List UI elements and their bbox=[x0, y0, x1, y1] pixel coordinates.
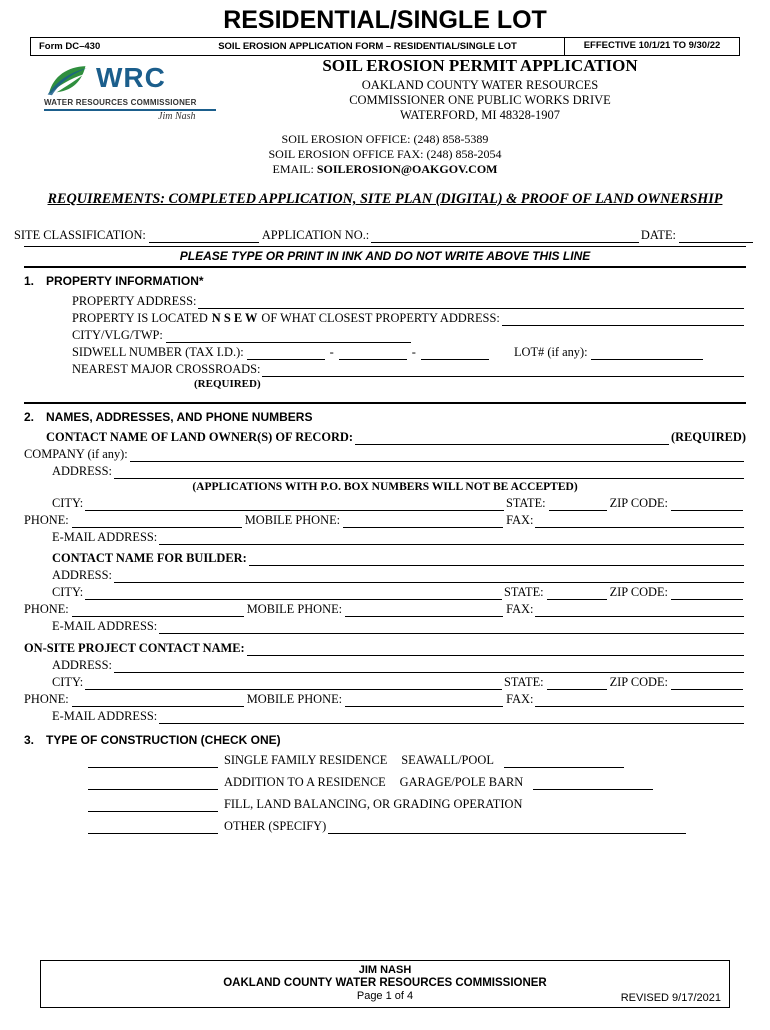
commissioner-signature: Jim Nash bbox=[158, 111, 196, 122]
section-3-title bbox=[24, 733, 746, 747]
builder-city-label: CITY: bbox=[52, 585, 84, 599]
footer-page-number: Page 1 of 4 bbox=[356, 990, 414, 1002]
owner-email-row bbox=[24, 530, 746, 545]
lot-input[interactable] bbox=[591, 347, 703, 360]
owner-contact-required: (REQUIRED) bbox=[670, 430, 746, 444]
page-title: RESIDENTIAL/SINGLE LOT bbox=[223, 6, 547, 34]
builder-fax-label: FAX: bbox=[506, 602, 534, 616]
application-title: SOIL EROSION PERMIT APPLICATION bbox=[322, 56, 638, 75]
owner-state-input[interactable] bbox=[549, 498, 607, 511]
form-bar-title: SOIL EROSION APPLICATION FORM – RESIDENTIAL/SINGLE LOT bbox=[218, 41, 517, 52]
onsite-mobile-input[interactable] bbox=[345, 694, 503, 707]
city-vlg-twp-label: CITY/VLG/TWP: bbox=[72, 328, 163, 342]
located-suffix-label: OF WHAT CLOSEST PROPERTY ADDRESS: bbox=[261, 311, 500, 325]
owner-email-input[interactable] bbox=[159, 532, 744, 545]
construction-option-row-1 bbox=[24, 753, 746, 768]
construction-label-3: FILL, LAND BALANCING, OR GRADING OPERATION bbox=[224, 797, 523, 811]
builder-email-label: E-MAIL ADDRESS: bbox=[52, 619, 158, 633]
sidwell-label: SIDWELL NUMBER (TAX I.D.): bbox=[72, 345, 244, 359]
owner-phone-label: PHONE: bbox=[24, 513, 69, 527]
construction-label-4: OTHER (SPECIFY) bbox=[224, 819, 327, 833]
company-label: COMPANY (if any): bbox=[24, 447, 128, 461]
form-number: Form DC–430 bbox=[39, 41, 101, 52]
onsite-contact-label: ON-SITE PROJECT CONTACT NAME: bbox=[24, 641, 245, 655]
date-label: DATE: bbox=[640, 228, 676, 242]
section-1-title bbox=[24, 274, 746, 288]
leaf-icon bbox=[46, 64, 90, 96]
builder-state-input[interactable] bbox=[547, 587, 607, 600]
builder-city-row bbox=[24, 585, 746, 600]
sidwell-part-3[interactable] bbox=[421, 347, 489, 360]
office-email-row bbox=[0, 162, 770, 177]
sidwell-part-2[interactable] bbox=[339, 347, 407, 360]
document-page bbox=[0, 6, 770, 1030]
onsite-email-label: E-MAIL ADDRESS: bbox=[52, 709, 158, 723]
builder-state-label: STATE: bbox=[503, 585, 544, 599]
company-input[interactable] bbox=[130, 449, 744, 462]
builder-phone-label: PHONE: bbox=[24, 602, 69, 616]
onsite-contact-row bbox=[24, 641, 746, 656]
builder-mobile-label: MOBILE PHONE: bbox=[246, 602, 343, 616]
construction-checkbox-2[interactable] bbox=[88, 777, 218, 790]
builder-zip-input[interactable] bbox=[671, 587, 743, 600]
direction-options[interactable]: N S E W bbox=[211, 311, 258, 325]
construction-checkbox-1b[interactable] bbox=[504, 755, 624, 768]
onsite-phone-input[interactable] bbox=[72, 694, 244, 707]
closest-property-address-input[interactable] bbox=[502, 313, 744, 326]
builder-phone-input[interactable] bbox=[72, 604, 244, 617]
owner-zip-label: ZIP CODE: bbox=[609, 496, 668, 510]
builder-address-label: ADDRESS: bbox=[52, 568, 112, 582]
footer-office: OAKLAND COUNTY WATER RESOURCES COMMISSIONER bbox=[223, 977, 547, 989]
onsite-zip-input[interactable] bbox=[671, 677, 743, 690]
owner-zip-input[interactable] bbox=[671, 498, 743, 511]
office-fax: SOIL EROSION OFFICE FAX: (248) 858-2054 bbox=[268, 147, 502, 161]
onsite-email-input[interactable] bbox=[159, 711, 744, 724]
builder-phone-row bbox=[24, 602, 746, 617]
crossroads-input[interactable] bbox=[262, 364, 744, 377]
owner-address-row bbox=[24, 464, 746, 479]
builder-contact-input[interactable] bbox=[249, 553, 744, 566]
owner-city-input[interactable] bbox=[85, 498, 504, 511]
footer-revised: REVISED 9/17/2021 bbox=[620, 992, 721, 1004]
divider-top bbox=[24, 246, 746, 247]
owner-address-input[interactable] bbox=[114, 466, 744, 479]
application-no-label: APPLICATION NO.: bbox=[261, 228, 370, 242]
agency-line-2: COMMISSIONER ONE PUBLIC WORKS DRIVE bbox=[349, 93, 611, 107]
onsite-fax-input[interactable] bbox=[535, 694, 744, 707]
section-2-label: NAMES, ADDRESSES, AND PHONE NUMBERS bbox=[46, 410, 313, 424]
property-located-row bbox=[24, 311, 746, 326]
application-no-input[interactable] bbox=[371, 230, 639, 243]
construction-other-input[interactable] bbox=[328, 821, 686, 834]
section-2-divider bbox=[24, 402, 746, 408]
city-vlg-twp-row bbox=[24, 328, 746, 343]
owner-email-label: E-MAIL ADDRESS: bbox=[52, 530, 158, 544]
section-1-label: PROPERTY INFORMATION* bbox=[46, 274, 204, 288]
onsite-email-row bbox=[24, 709, 746, 724]
builder-fax-input[interactable] bbox=[535, 604, 744, 617]
builder-email-row bbox=[24, 619, 746, 634]
contact-block bbox=[0, 132, 770, 177]
section-3-label: TYPE OF CONSTRUCTION (CHECK ONE) bbox=[46, 733, 281, 747]
city-vlg-twp-input[interactable] bbox=[166, 330, 411, 343]
onsite-state-label: STATE: bbox=[503, 675, 544, 689]
onsite-state-input[interactable] bbox=[547, 677, 607, 690]
construction-label-1: SINGLE FAMILY RESIDENCE bbox=[224, 753, 388, 767]
header-block bbox=[0, 56, 770, 128]
onsite-address-input[interactable] bbox=[114, 660, 744, 673]
construction-label-1b: SEAWALL/POOL bbox=[401, 753, 494, 767]
section-2-title bbox=[24, 410, 746, 424]
page-footer bbox=[40, 960, 730, 1008]
section-3-number: 3. bbox=[24, 733, 35, 747]
agency-header bbox=[210, 56, 750, 123]
section-2-number: 2. bbox=[24, 410, 35, 424]
construction-checkbox-3[interactable] bbox=[88, 799, 218, 812]
property-address-row bbox=[24, 294, 746, 309]
requirements-notice: REQUIREMENTS: COMPLETED APPLICATION, SITE PLAN (DIGITAL) & PROOF OF LAND OWNERSHIP bbox=[47, 191, 723, 207]
builder-zip-label: ZIP CODE: bbox=[609, 585, 668, 599]
company-row bbox=[24, 447, 746, 462]
owner-fax-input[interactable] bbox=[535, 515, 744, 528]
builder-contact-label: CONTACT NAME FOR BUILDER: bbox=[52, 551, 247, 565]
builder-contact-row bbox=[24, 551, 746, 566]
sidwell-row bbox=[24, 345, 746, 360]
classification-row bbox=[0, 228, 770, 243]
email-label: EMAIL: bbox=[272, 162, 314, 176]
wrc-wordmark: WRC bbox=[96, 62, 166, 93]
builder-city-input[interactable] bbox=[85, 587, 502, 600]
site-classification-label: SITE CLASSIFICATION: bbox=[14, 228, 146, 242]
owner-address-label: ADDRESS: bbox=[52, 464, 112, 478]
form-body bbox=[0, 246, 770, 834]
onsite-contact-input[interactable] bbox=[247, 643, 744, 656]
wrc-logo bbox=[40, 62, 220, 124]
owner-contact-row bbox=[24, 430, 746, 445]
wrc-subtitle: WATER RESOURCES COMMISSIONER bbox=[44, 98, 197, 107]
owner-mobile-label: MOBILE PHONE: bbox=[244, 513, 341, 527]
property-address-label: PROPERTY ADDRESS: bbox=[72, 294, 197, 308]
owner-contact-label: CONTACT NAME OF LAND OWNER(S) OF RECORD: bbox=[46, 430, 354, 444]
office-phone: SOIL EROSION OFFICE: (248) 858-5389 bbox=[281, 132, 489, 146]
onsite-fax-label: FAX: bbox=[506, 692, 534, 706]
sidwell-part-1[interactable] bbox=[247, 347, 325, 360]
owner-fax-label: FAX: bbox=[506, 513, 534, 527]
form-header-bar bbox=[30, 37, 740, 56]
sidwell-dash-1: - bbox=[329, 345, 334, 359]
section-1-number: 1. bbox=[24, 274, 35, 288]
owner-phone-row bbox=[24, 513, 746, 528]
onsite-city-row bbox=[24, 675, 746, 690]
effective-dates: EFFECTIVE 10/1/21 TO 9/30/22 bbox=[564, 38, 739, 55]
builder-address-input[interactable] bbox=[114, 570, 744, 583]
divider-under-notice bbox=[24, 266, 746, 268]
agency-line-1: OAKLAND COUNTY WATER RESOURCES bbox=[361, 78, 599, 92]
lot-label: LOT# (if any): bbox=[513, 345, 588, 359]
onsite-city-label: CITY: bbox=[52, 675, 84, 689]
construction-option-row-2 bbox=[24, 775, 746, 790]
builder-email-input[interactable] bbox=[159, 621, 744, 634]
onsite-zip-label: ZIP CODE: bbox=[609, 675, 668, 689]
construction-checkbox-4[interactable] bbox=[88, 821, 218, 834]
construction-label-2b: GARAGE/POLE BARN bbox=[399, 775, 524, 789]
owner-city-row bbox=[24, 496, 746, 511]
onsite-mobile-label: MOBILE PHONE: bbox=[246, 692, 343, 706]
crossroads-row bbox=[24, 362, 746, 377]
owner-contact-input[interactable] bbox=[355, 432, 669, 445]
onsite-address-row bbox=[24, 658, 746, 673]
footer-name: JIM NASH bbox=[358, 964, 412, 976]
builder-mobile-input[interactable] bbox=[345, 604, 503, 617]
agency-line-3: WATERFORD, MI 48328-1907 bbox=[399, 108, 561, 122]
onsite-phone-label: PHONE: bbox=[24, 692, 69, 706]
builder-address-row bbox=[24, 568, 746, 583]
crossroads-required-note: (REQUIRED) bbox=[194, 378, 261, 390]
owner-city-label: CITY: bbox=[52, 496, 84, 510]
date-input[interactable] bbox=[679, 230, 753, 243]
onsite-phone-row bbox=[24, 692, 746, 707]
construction-checkbox-1[interactable] bbox=[88, 755, 218, 768]
owner-mobile-input[interactable] bbox=[343, 515, 503, 528]
onsite-address-label: ADDRESS: bbox=[52, 658, 112, 672]
onsite-city-input[interactable] bbox=[85, 677, 502, 690]
owner-phone-input[interactable] bbox=[72, 515, 242, 528]
please-type-notice: PLEASE TYPE OR PRINT IN INK AND DO NOT WRITE ABOVE THIS LINE bbox=[179, 249, 591, 263]
located-prefix-label: PROPERTY IS LOCATED bbox=[72, 311, 208, 325]
crossroads-label: NEAREST MAJOR CROSSROADS: bbox=[72, 362, 261, 376]
construction-option-row-3 bbox=[24, 797, 746, 812]
site-classification-input[interactable] bbox=[149, 230, 259, 243]
construction-option-row-4 bbox=[24, 819, 746, 834]
email-value: SOILEROSION@OAKGOV.COM bbox=[316, 162, 498, 176]
construction-label-2: ADDITION TO A RESIDENCE bbox=[224, 775, 386, 789]
construction-checkbox-2b[interactable] bbox=[533, 777, 653, 790]
po-box-note: (APPLICATIONS WITH P.O. BOX NUMBERS WILL NOT BE ACCEPTED) bbox=[192, 481, 578, 493]
property-address-input[interactable] bbox=[198, 296, 744, 309]
sidwell-dash-2: - bbox=[411, 345, 416, 359]
owner-state-label: STATE: bbox=[505, 496, 546, 510]
